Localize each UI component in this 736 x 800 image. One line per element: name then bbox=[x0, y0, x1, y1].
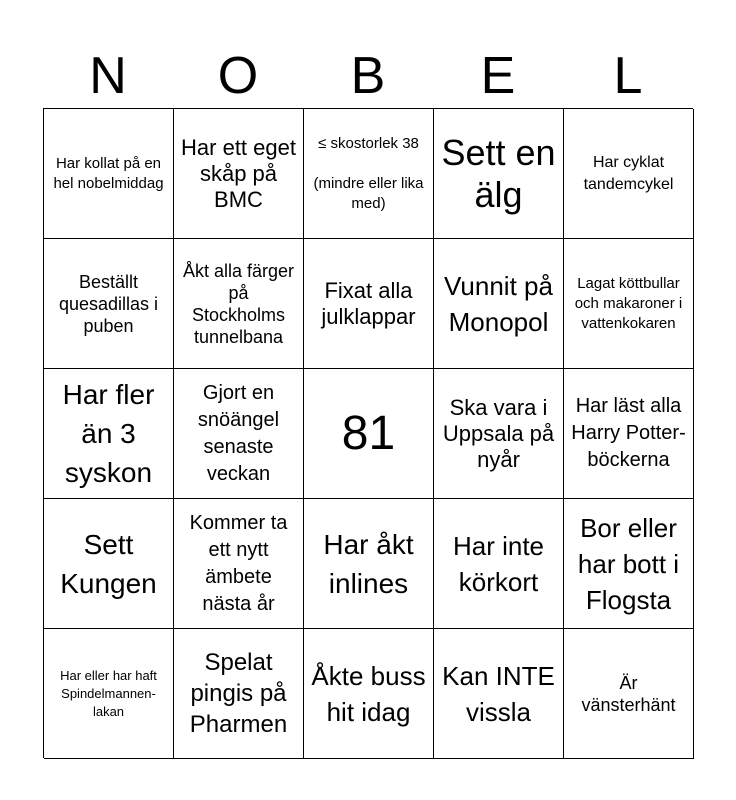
bingo-cell[interactable]: Har läst alla Harry Potter-böckerna bbox=[564, 369, 694, 499]
bingo-cell[interactable]: Vunnit på Monopol bbox=[434, 239, 564, 369]
bingo-cell[interactable]: ≤ skostorlek 38 (mindre eller lika med) bbox=[304, 109, 434, 239]
bingo-cell[interactable]: Lagat köttbullar och makaroner i vattenkokaren bbox=[564, 239, 694, 369]
bingo-cell[interactable]: Har eller har haft Spindelmannen-lakan bbox=[44, 629, 174, 759]
header-letter-b: B bbox=[350, 47, 386, 105]
bingo-cell[interactable]: Har åkt inlines bbox=[304, 499, 434, 629]
bingo-cell[interactable]: Fixat alla julklappar bbox=[304, 239, 434, 369]
bingo-cell[interactable]: Har ett eget skåp på BMC bbox=[174, 109, 304, 239]
bingo-cell[interactable]: Spelat pingis på Pharmen bbox=[174, 629, 304, 759]
header-letter-n: N bbox=[89, 47, 127, 105]
bingo-cell[interactable]: Har kollat på en hel nobelmiddag bbox=[44, 109, 174, 239]
bingo-cell[interactable]: Är vänsterhänt bbox=[564, 629, 694, 759]
bingo-cell-free[interactable]: 81 bbox=[304, 369, 434, 499]
bingo-cell[interactable]: Gjort en snöängel senaste veckan bbox=[174, 369, 304, 499]
bingo-cell[interactable]: Kommer ta ett nytt ämbete nästa år bbox=[174, 499, 304, 629]
bingo-grid bbox=[43, 108, 693, 758]
bingo-cell[interactable]: Har inte körkort bbox=[434, 499, 564, 629]
bingo-cell[interactable]: Åkte buss hit idag bbox=[304, 629, 434, 759]
bingo-header bbox=[43, 44, 693, 108]
header-letter-l: L bbox=[613, 47, 643, 105]
bingo-cell[interactable]: Sett Kungen bbox=[44, 499, 174, 629]
header-letter-o: O bbox=[217, 47, 259, 105]
bingo-cell[interactable]: Har fler än 3 syskon bbox=[44, 369, 174, 499]
bingo-cell[interactable]: Åkt alla färger på Stockholms tunnelbana bbox=[174, 239, 304, 369]
bingo-cell[interactable]: Bor eller har bott i Flogsta bbox=[564, 499, 694, 629]
header-letter-e: E bbox=[480, 47, 516, 105]
bingo-cell[interactable]: Har cyklat tandemcykel bbox=[564, 109, 694, 239]
bingo-cell[interactable]: Sett en älg bbox=[434, 109, 564, 239]
bingo-cell[interactable]: Ska vara i Uppsala på nyår bbox=[434, 369, 564, 499]
bingo-cell[interactable]: Kan INTE vissla bbox=[434, 629, 564, 759]
bingo-cell[interactable]: Beställt quesadillas i puben bbox=[44, 239, 174, 369]
